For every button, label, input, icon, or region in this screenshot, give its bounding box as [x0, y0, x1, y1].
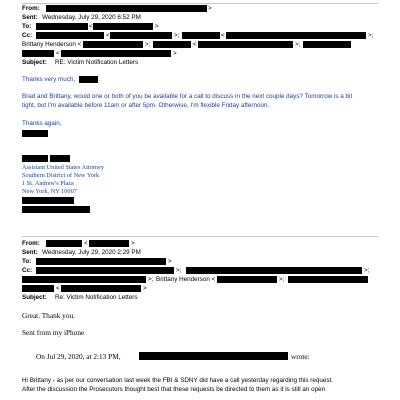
from-label: From:	[22, 240, 40, 247]
redaction	[46, 240, 82, 247]
body-paragraph-line1: Brad and Brittany, would one or both of you be available for a call to discuss in the next couple days? Tomorrow is a bit	[22, 93, 353, 100]
redaction	[186, 267, 362, 274]
redaction	[22, 206, 90, 213]
signature-title: Assistant United States Attorney	[22, 164, 105, 171]
quoted-line1: Hi Brittany - as per our conversation last week the FBI & SDNY did have a call yesterday regarding this request.	[22, 377, 334, 384]
quote-header: On Jul 29, 2020, at 2:13 PM,	[36, 352, 121, 361]
redaction	[153, 41, 191, 48]
redaction	[217, 276, 277, 283]
body-thanks: Thanks very much,	[22, 76, 76, 83]
body-paragraph-line2: tight, but I'm available before 11am or after 5pm. Otherwise, I'm flexible Friday afternoon.	[22, 102, 270, 109]
redaction	[226, 32, 366, 39]
sent-label: Sent:	[22, 14, 38, 21]
redaction	[93, 23, 153, 30]
to-label: To:	[22, 258, 32, 265]
quote-header-suffix: wrote:	[291, 352, 310, 361]
body-thanks-again: Thanks again,	[22, 120, 62, 127]
redaction	[36, 32, 104, 39]
cc-label: Cc:	[22, 32, 33, 39]
redaction	[50, 155, 70, 162]
redaction	[89, 240, 129, 247]
redaction	[46, 5, 207, 12]
subject-label: Subject:	[22, 59, 47, 66]
redaction	[303, 41, 351, 48]
subject-value: Re: Victim Notification Letters	[55, 294, 138, 301]
redaction	[110, 32, 172, 39]
redaction	[139, 352, 288, 360]
redaction	[22, 155, 48, 162]
redaction	[79, 76, 98, 83]
body-sent-from: Sent from my iPhone	[22, 328, 85, 337]
redaction	[22, 130, 48, 137]
redaction	[61, 285, 141, 292]
redaction	[36, 23, 88, 30]
redaction	[22, 197, 74, 204]
sent-label: Sent:	[22, 249, 38, 256]
redaction	[288, 276, 368, 283]
redaction	[198, 41, 293, 48]
redaction	[22, 285, 54, 292]
subject-value: RE: Victim Notification Letters	[55, 59, 139, 66]
redaction	[22, 276, 146, 283]
signature-address2: New York, NY 10007	[22, 188, 77, 195]
quoted-line2: After the discussion the Prosecutors thought best that these requests be directed to them as it is still an open	[22, 386, 326, 393]
redaction	[182, 32, 220, 39]
body-great: Great. Thank you.	[22, 311, 75, 320]
cc-brittany: Brittany Henderson <	[156, 276, 216, 283]
header-top-rule	[22, 3, 378, 4]
from-label: From:	[22, 5, 40, 12]
subject-label: Subject:	[22, 294, 47, 301]
sent-value: Wednesday, July 29, 2020 6:52 PM	[42, 14, 141, 21]
redaction	[22, 50, 54, 57]
redaction	[61, 50, 171, 57]
redaction	[36, 258, 166, 265]
header-rule	[22, 236, 378, 237]
cc-label: Cc:	[22, 267, 33, 274]
redaction	[83, 41, 143, 48]
signature-office: Southern District of New York	[22, 172, 100, 179]
sent-value: Wednesday, July 29, 2020 2:29 PM	[42, 249, 141, 256]
cc-brittany: Brittany Henderson <	[22, 41, 82, 48]
document-page: From: > Sent: Wednesday, July 29, 2020 6:52 PM To: < > Cc: < >; < >; Brittany Henderson < >; < >; < > Subject: RE: Victim Notification Letters Thanks very much, . Brad and Brittany, would one or both of you be available for a call to discuss in the next couple days? Tomorrow is a bit tight, but I'm available before 11am or after 5pm. Otherwise, I'm flexible Friday afternoon. Thanks again, Assistant United States Attorney Southern District of New York 1 St. Andrew's Plaza New York, NY 10007 From: < > Sent: Wednesday, July 29, 2020 2:29 PM To: > Cc: >; >; >; Brittany Henderson < >; < > Subject: Re: Victim Notification Letters Great. Thank you. Sent from my iPhone On Jul 29, 2020, at 2:13 PM, wrote: Hi Brittany - as per our conversation last week the FBI & SDNY did have a call yesterday regarding this request. After the discussion the Prosecutors thought best that these requests be directed to them as it is still an open	[0, 0, 400, 400]
signature-address1: 1 St. Andrew's Plaza	[22, 180, 74, 187]
to-label: To:	[22, 23, 32, 30]
redaction	[36, 267, 174, 274]
